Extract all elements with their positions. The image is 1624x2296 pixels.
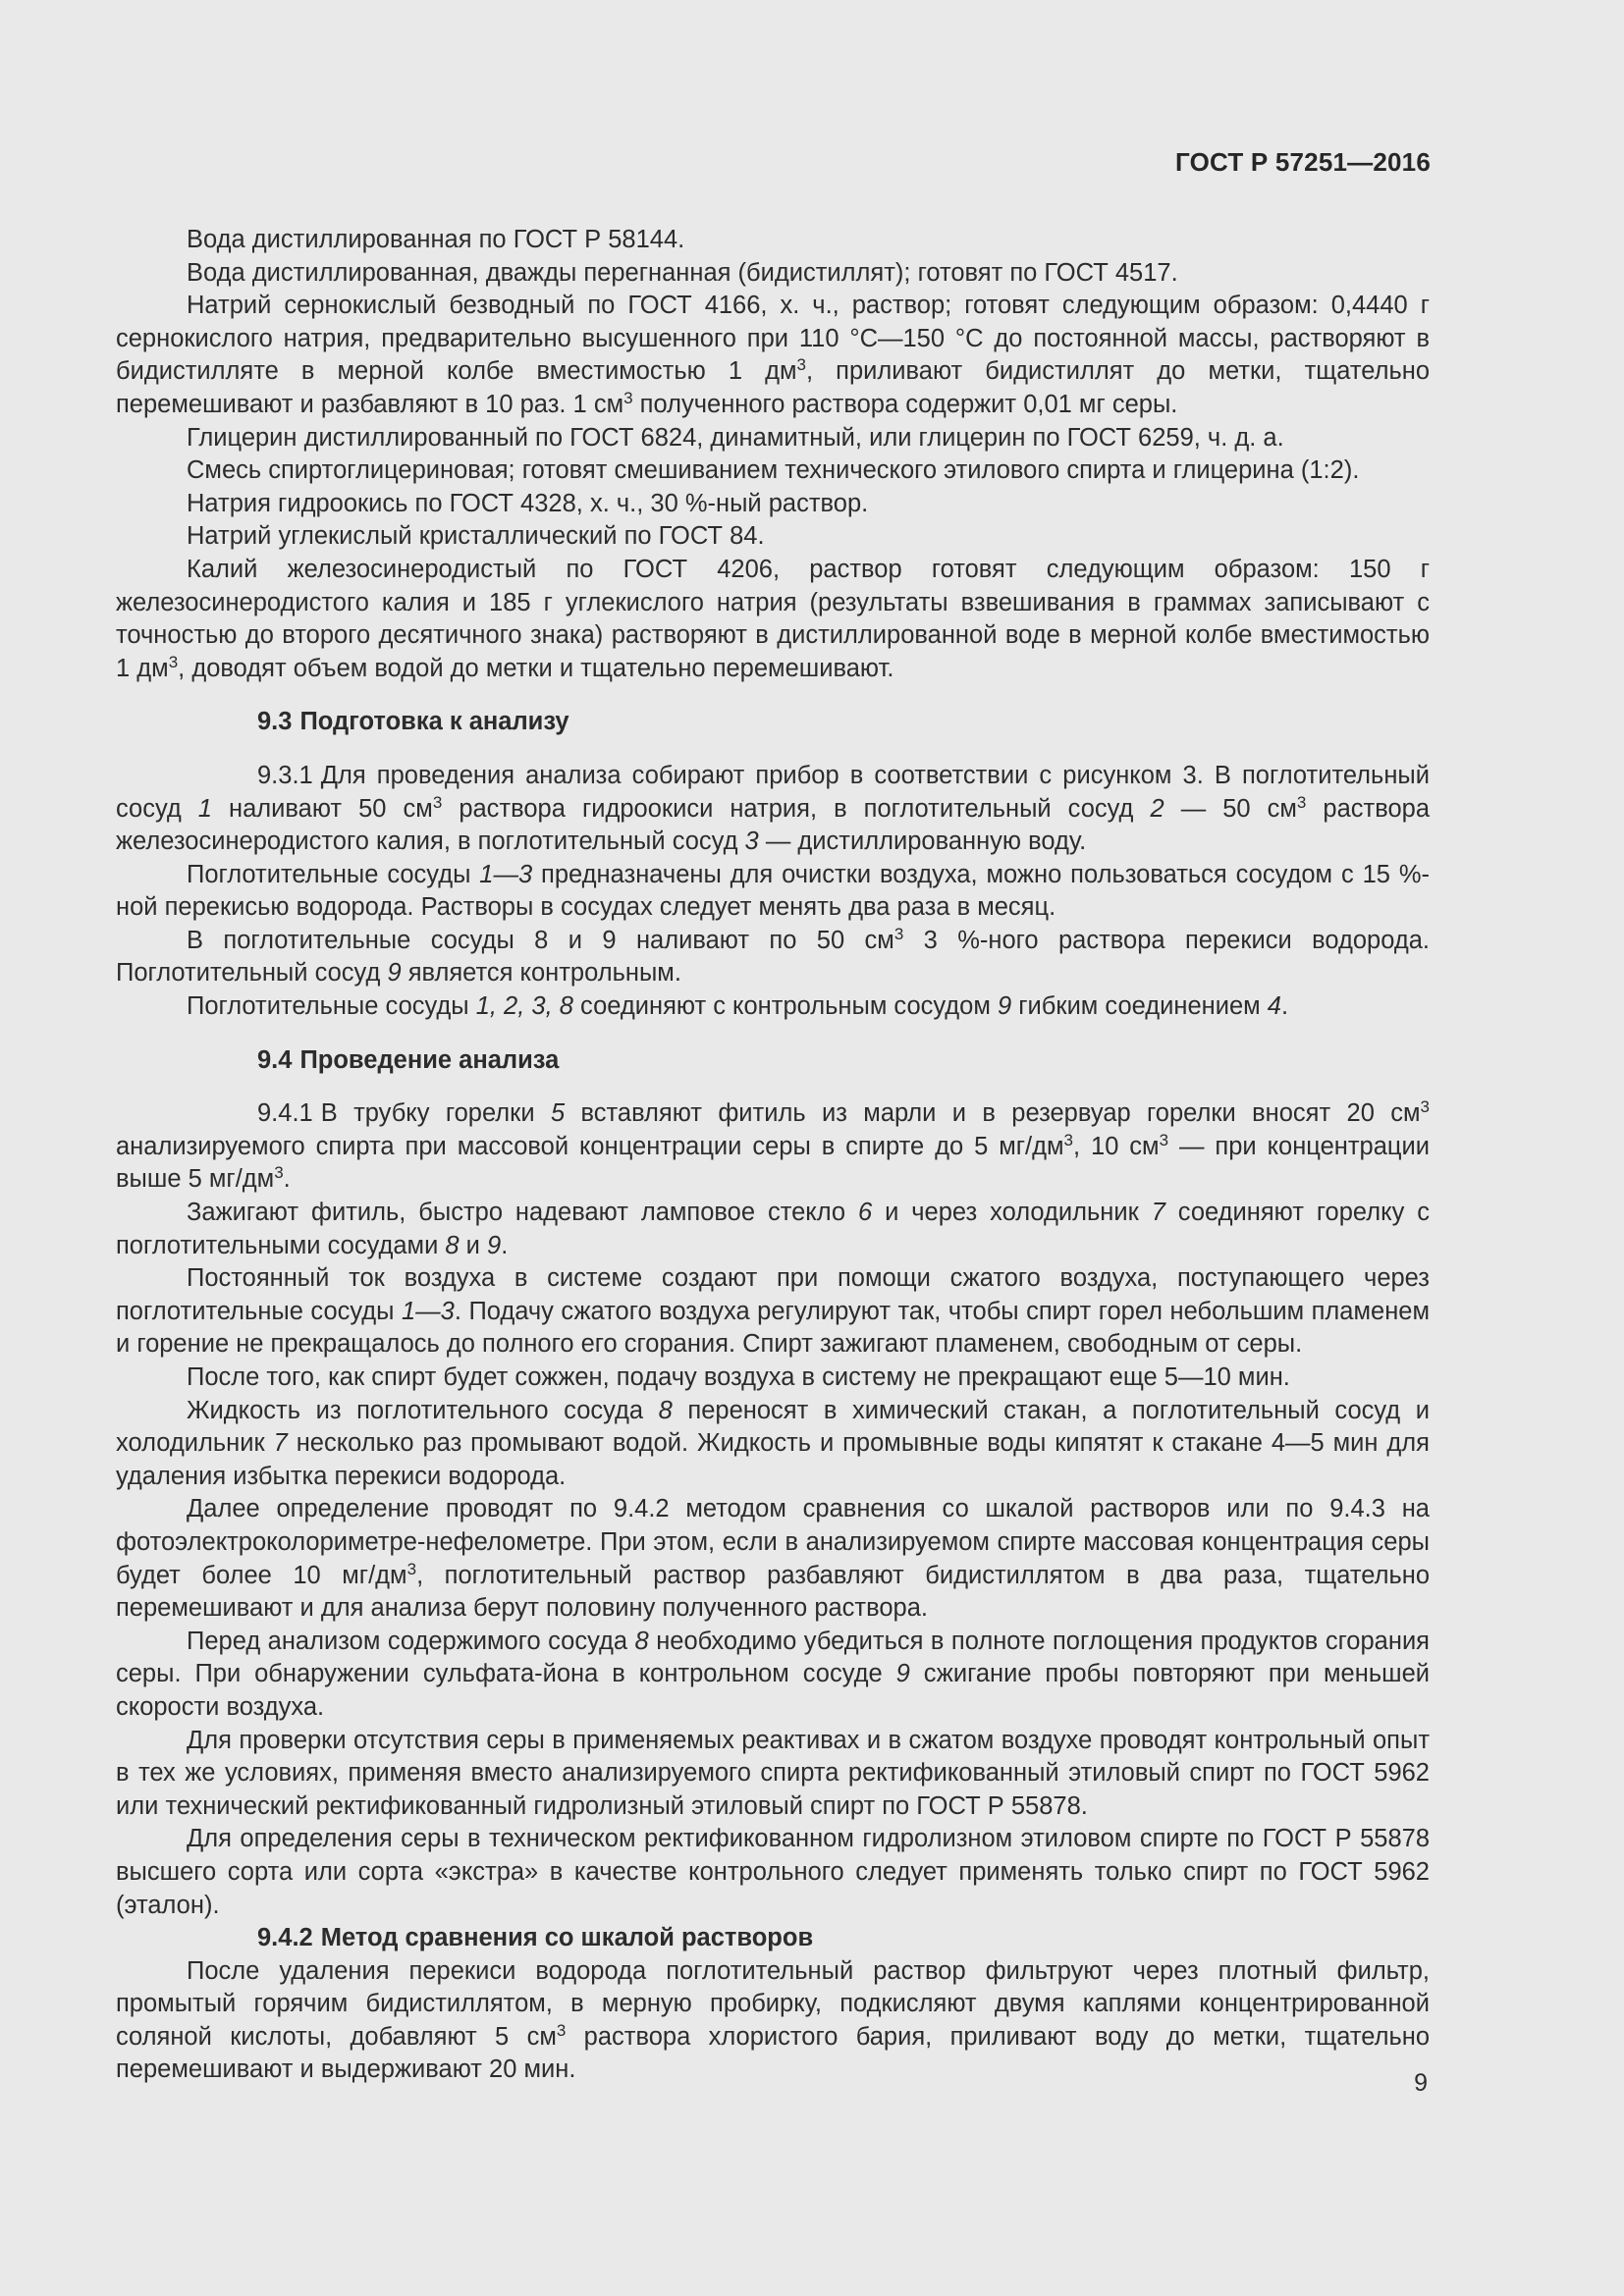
text: , приливают бидистиллят до метки, тщательно перемешивают и разбавляют в 10 раз. 1 см	[116, 357, 1431, 418]
text: Натрий сернокислый безводный по ГОСТ 4166, х. ч., раствор; готовят следующим образом: 0,4440 г сернокислого натрия, предварительно высушенного при 110 °С—150 °С до постоянной массы, растворяют в бидистилляте в мерной колбе вместимостью 1 дм	[116, 292, 1430, 386]
text: 3 %-ного раствора перекиси водорода. Поглотительный сосуд	[116, 926, 1431, 988]
text: Поглотительные сосуды	[187, 860, 480, 888]
italic-ref: 9	[895, 1660, 910, 1688]
superscript: 3	[274, 1163, 284, 1183]
paragraph: Натрий углекислый кристаллический по ГОСТ 84.	[187, 522, 765, 551]
paragraph	[116, 1197, 1430, 1262]
text: Перед анализом содержимого сосуда	[187, 1627, 635, 1655]
section-title: Подготовка к анализу	[299, 708, 569, 736]
superscript: 3	[1420, 1097, 1430, 1117]
italic-ref: 8	[658, 1396, 673, 1424]
superscript: 3	[623, 388, 633, 407]
paragraph: Для проверки отсутствия серы в применяемых реактивах и в сжатом воздухе проводят контрольный опыт в тех же условиях, применяя вместо анализируемого спирта ректификованный этиловый спирт по ГОСТ 5962 или технический ректификованный гидролизный этиловый спирт по ГОСТ Р 55878.	[116, 1726, 1430, 1820]
paragraph	[116, 760, 1430, 859]
text: вставляют фитиль из марли и в резервуар горелки вносят 20 см	[565, 1099, 1421, 1128]
section-heading-9-3	[116, 706, 1430, 739]
italic-ref: 1	[197, 794, 212, 823]
superscript: 3	[1296, 792, 1307, 812]
italic-ref: 9	[997, 992, 1012, 1021]
text: .	[1280, 992, 1289, 1021]
text: сжигание пробы повторяют при меньшей скорости воздуха.	[116, 1660, 1430, 1721]
section-heading-9-4	[116, 1044, 1430, 1078]
superscript: 3	[168, 652, 179, 671]
text: соединяют с контрольным сосудом	[572, 992, 998, 1021]
paragraph	[116, 1955, 1430, 2087]
clause-number: 9.4.2	[257, 1924, 313, 1952]
italic-ref: 4	[1267, 992, 1281, 1021]
paragraph	[116, 1493, 1430, 1625]
text: полученного раствора содержит 0,01 мг серы.	[632, 390, 1178, 418]
text: и через холодильник	[872, 1199, 1152, 1227]
paragraph	[116, 554, 1430, 685]
paragraph	[116, 990, 1430, 1024]
subsection-heading-9-4-2	[116, 1922, 1430, 1955]
paragraph: Вода дистиллированная, дважды перегнанная (бидистиллят); готовят по ГОСТ 4517.	[187, 258, 1178, 287]
paragraph	[116, 1262, 1430, 1362]
text: После удаления перекиси водорода поглотительный раствор фильтруют через плотный фильтр, промытый горячим бидистиллятом, в мерную пробирку, подкисляют двумя каплями концентрированной соляной кислоты, добавляют 5 см	[116, 1956, 1430, 2051]
italic-ref: 5	[550, 1099, 566, 1128]
text: и	[459, 1231, 488, 1259]
section-number: 9.4	[257, 1045, 293, 1074]
text: — 50 см	[1164, 794, 1297, 823]
superscript: 3	[406, 1559, 417, 1578]
text: предназначены для очистки воздуха, можно пользоваться сосудом с 15 %-ной перекисью водорода. Растворы в сосудах следует менять два раза в месяц.	[116, 860, 1430, 922]
text: Зажигают фитиль, быстро надевают ламповое стекло	[187, 1199, 858, 1227]
text: соединяют горелку с поглотительными сосудами	[116, 1199, 1430, 1259]
text: раствора хлористого бария, приливают воду до метки, тщательно перемешивают и выдерживают 20 мин.	[116, 2022, 1431, 2084]
text: .	[501, 1231, 509, 1259]
text: , поглотительный раствор разбавляют бидистиллятом в два раза, тщательно перемешивают и для анализа берут половину полученного раствора.	[116, 1561, 1431, 1623]
italic-ref: 1, 2, 3, 8	[475, 992, 573, 1021]
page-header-code: ГОСТ Р 57251—2016	[1175, 147, 1431, 177]
text: гибким соединением	[1011, 992, 1268, 1021]
text: анализируемого спирта при массовой концентрации серы в спирте до 5 мг/дм	[116, 1132, 1064, 1160]
paragraph: Натрия гидроокись по ГОСТ 4328, х. ч., 30 %-ный раствор.	[187, 489, 869, 517]
paragraph: Смесь спиртоглицериновая; готовят смешиванием технического этилового спирта и глицерина (1:2).	[187, 456, 1360, 485]
text: . Подачу сжатого воздуха регулируют так, чтобы спирт горел небольшим пламенем и горение не прекращалось до полного его сгорания. Спирт зажигают пламенем, свободным от серы.	[116, 1297, 1430, 1359]
page-number: 9	[1414, 2069, 1428, 2097]
paragraph	[116, 1626, 1430, 1725]
superscript: 3	[556, 2020, 567, 2040]
superscript: 3	[796, 355, 806, 375]
clause-number: 9.4.1	[257, 1099, 313, 1128]
italic-ref: 3	[744, 828, 759, 856]
text: раствора гидроокиси натрия, в поглотительный сосуд	[442, 794, 1151, 823]
text: Постоянный ток воздуха в системе создают при помощи сжатого воздуха, поступающего через поглотительные сосуды	[116, 1264, 1430, 1325]
paragraph: Глицерин дистиллированный по ГОСТ 6824, динамитный, или глицерин по ГОСТ 6259, ч. д. а.	[187, 423, 1284, 452]
paragraph: Для определения серы в техническом ректификованном гидролизном этиловом спирте по ГОСТ Р 55878 высшего сорта или сорта «экстра» в качестве контрольного следует применять только спирт по ГОСТ 5962 (эталон).	[116, 1825, 1430, 1919]
clause-number: 9.3.1	[257, 761, 313, 789]
italic-ref: 9	[387, 959, 402, 988]
document-body	[116, 224, 1430, 2087]
text: — дистиллированную воду.	[758, 828, 1087, 856]
text: — при концентрации выше 5 мг/дм	[116, 1132, 1430, 1194]
text: , доводят объем водой до метки и тщательно перемешивают.	[178, 654, 894, 682]
paragraph: Вода дистиллированная по ГОСТ Р 58144.	[187, 226, 685, 253]
paragraph	[116, 1097, 1430, 1197]
text: .	[283, 1165, 291, 1194]
paragraph: После того, как спирт будет сожжен, подачу воздуха в систему не прекращают еще 5—10 мин.	[187, 1363, 1290, 1391]
text: В поглотительные сосуды 8 и 9 наливают по 50 см	[187, 926, 894, 954]
text: В трубку горелки	[320, 1099, 551, 1128]
italic-ref: 8	[634, 1627, 649, 1655]
superscript: 3	[1159, 1130, 1169, 1149]
text: Жидкость из поглотительного сосуда	[187, 1396, 659, 1424]
text: Поглотительные сосуды	[187, 992, 476, 1021]
section-title: Проведение анализа	[299, 1045, 560, 1074]
text: Для проведения анализа собирают прибор в соответствии с рисунком 3. В поглотительный сосуд	[116, 761, 1430, 823]
italic-ref: 8	[445, 1231, 460, 1259]
text: необходимо убедиться в полноте поглощения продуктов сгорания серы. При обнаружении сульфата-йона в контрольном сосуде	[116, 1627, 1430, 1688]
section-number: 9.3	[257, 708, 293, 736]
text: Калий железосинеродистый по ГОСТ 4206, раствор готовят следующим образом: 150 г железосинеродистого калия и 185 г углекислого натрия (результаты взвешивания в граммах записывают с точностью до второго десятичного знака) растворяют в дистиллированной воде в мерной колбе вместимостью 1 дм	[116, 555, 1430, 682]
paragraph	[116, 1395, 1430, 1494]
text: переносят в химический стакан, а поглотительный сосуд и холодильник	[116, 1396, 1430, 1458]
paragraph	[116, 290, 1430, 421]
text: наливают 50 см	[211, 794, 433, 823]
italic-ref: 9	[487, 1231, 502, 1259]
superscript: 3	[893, 924, 904, 943]
text: , 10 см	[1073, 1132, 1160, 1160]
italic-ref: 7	[1151, 1199, 1165, 1227]
text: Далее определение проводят по 9.4.2 методом сравнения со шкалой растворов или по 9.4.3 на фотоэлектроколориметре-нефелометре. При этом, если в анализируемом спирте массовая концентрация серы будет более 10 мг/дм	[116, 1495, 1430, 1589]
italic-ref: 7	[273, 1429, 288, 1458]
italic-ref: 6	[858, 1199, 873, 1227]
superscript: 3	[1063, 1130, 1073, 1149]
text: является контрольным.	[401, 959, 681, 988]
superscript: 3	[432, 792, 443, 812]
paragraph	[116, 925, 1430, 990]
paragraph	[116, 859, 1430, 925]
italic-ref: 2	[1150, 794, 1164, 823]
section-title: Метод сравнения со шкалой растворов	[320, 1924, 814, 1952]
text: раствора железосинеродистого калия, в поглотительный сосуд	[116, 794, 1431, 856]
italic-ref: 1—3	[479, 860, 533, 888]
text: несколько раз промывают водой. Жидкость и промывные воды кипятят к стакане 4—5 мин для удаления избытка перекиси водорода.	[116, 1429, 1430, 1490]
italic-ref: 1—3	[402, 1297, 455, 1325]
